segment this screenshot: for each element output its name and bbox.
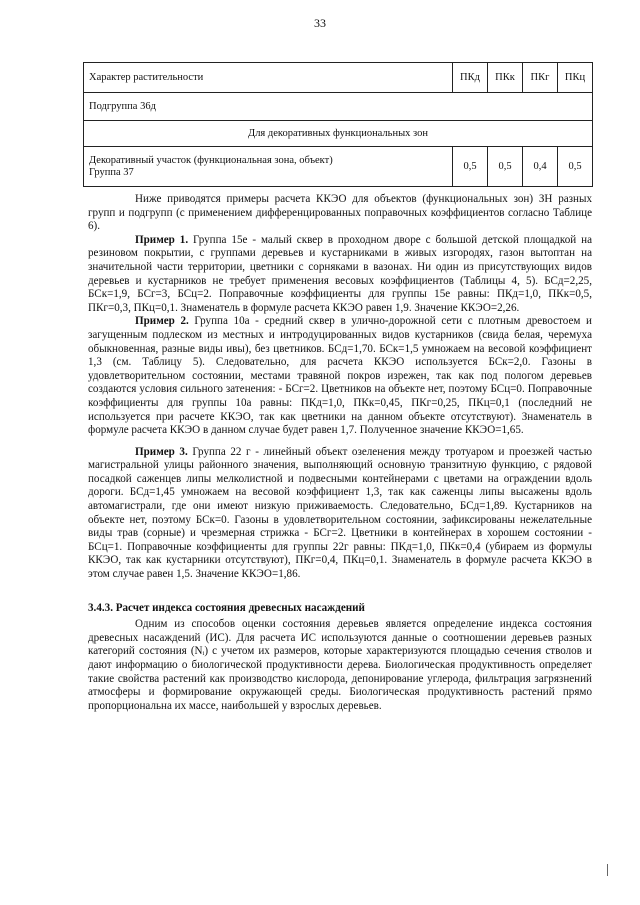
section-paragraph: Одним из способов оценки состояния деревьев является определение индекса состояния древесных насаждений (ИС). Для расчета ИС используются данные о соотношении деревьев разных категорий состояния (Nᵢ) с учетом их размеров, которые характеризуются площадью сечения стволов и дают информацию о биологической продуктивности дерева. Биологическая продуктивность определяет такие свойства растений как производство кислорода, депонирование углерода, фильтрация загрязнений атмосферы и формирование окружающей среды. Биологическая продуктивность растений прямо пропорциональна их массе, наибольшей у взрослых деревьев. — [88, 618, 592, 712]
example-3-text: Группа 22 г - линейный объект озеленения между тротуаром и проезжей частью магистральной улицы районного значения, выполняющий основную транзитную функцию, с рядовой посадкой саженцев липы мелколистной и подвесными контейнерами с цветами на ограждении вдоль дороги. БСд=1,45 умножаем на весовой коэффициент 1,3, так как саженцы липы высажены вдоль автомагистрали, где они имеют низкую приживаемость. Следовательно, БСд=1,89. Кустарников на объекте нет, поэтому БСк=0. Газоны в удовлетворительном состоянии, зафиксированы нежелательные виды трав (сорные) и чрезмерная стрижка - БСг=2. Цветники в контейнерах в хорошем состоянии - БСц=1. Поправочные коэффициенты для группы 22г равны: ПКд=1,0, ПКк=0,4 (убираем из формулы ККЭО, так как кустарники отсутствуют), ПКг=0,4, ПКц=0,1. Знаменатель в формуле расчета ККЭО в этом случае равен 1,5. Значение ККЭО=1,86. — [88, 445, 592, 581]
margin-mark — [607, 864, 612, 876]
table-cell-pkg: 0,4 — [523, 147, 558, 187]
example-2-paragraph — [88, 315, 592, 437]
table-subgroup-label: Подгруппа 36д — [84, 93, 593, 121]
table-row-label-line2: Группа 37 — [89, 166, 134, 178]
table-row-label — [84, 147, 453, 187]
table-cell-pkk: 0,5 — [488, 147, 523, 187]
example-2-text: Группа 10а - средний сквер в улично-дорожной сети с плотным древостоем и загущенным подлеском из местных и интродуцированных видов кустарников (свида белая, черемуха обыкновенная, разные виды ивы), без цветников. БСд=1,70. БСк=1,5 умножаем на весовой коэффициент 1,3 (см. Таблицу 5). Следовательно, для расчета ККЭО используется БСк=2,0. Газоны в удовлетворительном состоянии, местами травяной покров изрежен, так как под пологом деревьев создаются условия сильного затенения: - БСг=2. Цветников на объекте нет, поэтому БСц=0. Поправочные коэффициенты для группы 10а равны: ПКд=1,0, ПКк=0,45, ПКг=0,25, ПКц=0,1 (последний не используется при расчете ККЭО, так как цветники на данном объекте отсутствуют). Знаменатель в формуле расчета ККЭО в данном случае будет равен 1,7. Полученное значение ККЭО=1,65. — [88, 315, 592, 437]
example-3-label: Пример 3. — [135, 445, 188, 458]
vegetation-coefficients-table — [83, 62, 593, 187]
example-1-paragraph — [88, 234, 592, 316]
table-section-label: Для декоративных функциональных зон — [84, 121, 593, 147]
table-row-label-line1: Декоративный участок (функциональная зона, объект) — [89, 154, 333, 166]
table-row — [84, 147, 593, 187]
intro-paragraph: Ниже приводятся примеры расчета ККЭО для объектов (функциональных зон) ЗН разных групп и подгрупп (с применением дифференцированных поправочных коэффициентов согласно Таблице 6). — [88, 193, 592, 233]
table-header-pkg: ПКг — [523, 63, 558, 93]
table-header-pkk: ПКк — [488, 63, 523, 93]
page-number: 33 — [314, 16, 326, 30]
table-header-pkd: ПКд — [453, 63, 488, 93]
example-1-text: Группа 15е - малый сквер в проходном дворе с большой детской площадкой на резиновом покрытии, с группами деревьев и кустарниками в живых изгородях, газон вытоптан на значительной части территории, цветники с сорняками в вазонах. Ни один из присутствующих видов деревьев и кустарников не требует применения весовых коэффициентов (Таблицы 4, 5). БСд=2,25, БСк=1,9, БСг=3, БСц=2. Поправочные коэффициенты для группы 15е равны: ПКд=1,0, ПКк=0,5, ПКг=0,3, ПКц=0,1. Знаменатель в формуле расчета ККЭО равен 1,9. Значение ККЭО=2,26. — [88, 233, 592, 314]
table-cell-pkd: 0,5 — [453, 147, 488, 187]
example-1-label: Пример 1. — [135, 233, 189, 246]
example-3-paragraph — [88, 446, 592, 582]
body-text — [88, 193, 592, 713]
table-header-pkc: ПКц — [558, 63, 593, 93]
table-header-row — [84, 63, 593, 93]
table-header-title: Характер растительности — [84, 63, 453, 93]
table-subgroup-row — [84, 93, 593, 121]
table-section-row — [84, 121, 593, 147]
table-cell-pkc: 0,5 — [558, 147, 593, 187]
example-2-label: Пример 2. — [135, 315, 189, 328]
section-heading: 3.4.3. Расчет индекса состояния древесных насаждений — [88, 601, 365, 614]
